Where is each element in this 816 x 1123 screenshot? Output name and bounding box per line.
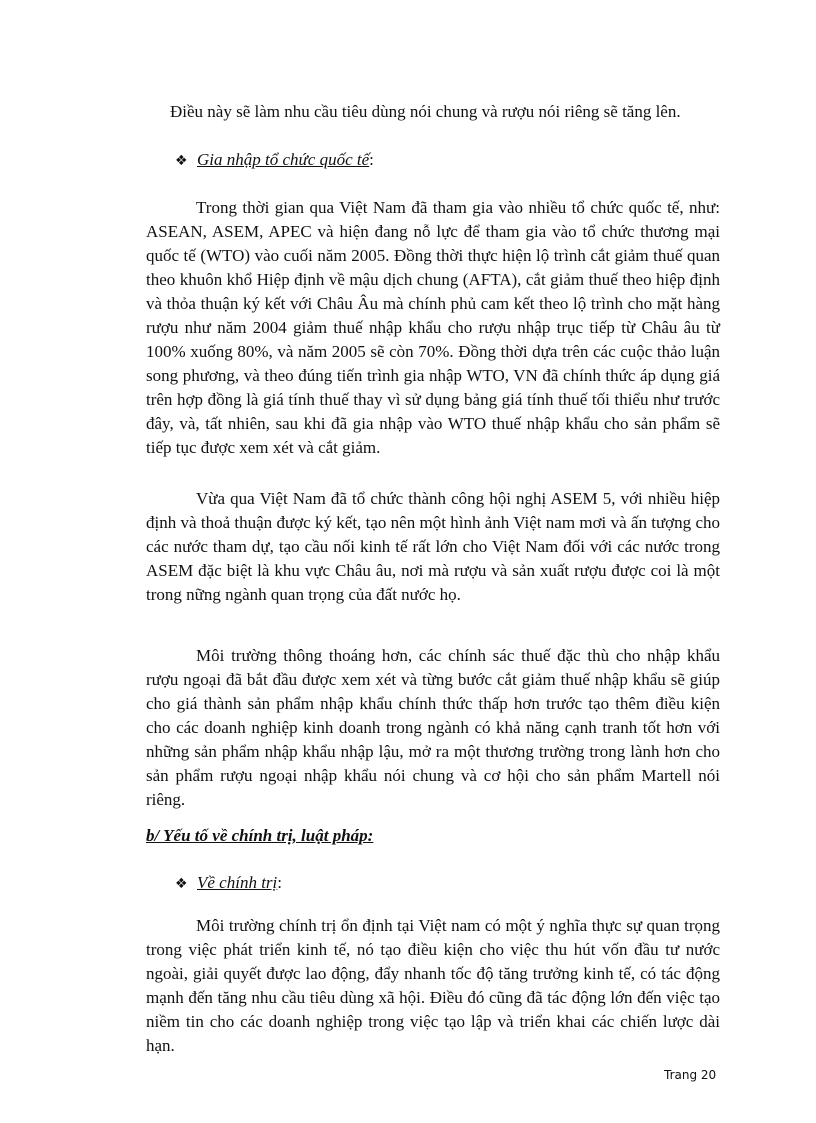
page-number: Trang 20 <box>664 1068 717 1082</box>
section-international-colon: : <box>369 150 374 169</box>
diamond-bullet-icon: ❖ <box>175 876 188 892</box>
paragraph-asem: Vừa qua Việt Nam đã tổ chức thành công hội nghị ASEM 5, với nhiều hiệp định và thoả thuận được ký kết, tạo nên một hình ảnh Việt nam mơi và ấn tượng cho các nước tham dự, tạo cầu nối kinh tế rất lớn cho Việt Nam đối với các nước trong ASEM đặc biệt là khu vực Châu âu, nơi mà rượu và sản xuất rượu được coi là một trong nững ngành quan trọng của đất nước họ. <box>146 489 720 604</box>
section-b-heading: b/ Yếu tố về chính trị, luật pháp: <box>146 826 374 845</box>
diamond-bullet-icon: ❖ <box>175 153 188 169</box>
section-international-label: Gia nhập tổ chức quốc tế <box>197 150 370 169</box>
section-politics-heading <box>175 871 282 896</box>
paragraph-politics: Môi trường chính trị ổn định tại Việt nam có một ý nghĩa thực sự quan trọng trong việc phát triển kinh tế, nó tạo điều kiện cho việc thu hút vốn đầu tư nước ngoài, giải quyết được lao động, đẩy nhanh tốc độ tăng trưởng kinh tế, có tác động mạnh đến tăng nhu cầu tiêu dùng xã hội. Điều đó cũng đã tác động lớn đến việc tạo niềm tin cho các doanh nghiệp trong việc tạo lập và triển khai các chiến lược dài hạn. <box>146 916 720 1055</box>
section-politics-colon: : <box>277 873 282 892</box>
intro-paragraph: Điều này sẽ làm nhu cầu tiêu dùng nói chung và rượu nói riêng sẽ tăng lên. <box>170 102 681 121</box>
section-politics-label: Về chính trị <box>197 873 278 892</box>
paragraph-tax-policy: Môi trường thông thoáng hơn, các chính sác thuế đặc thù cho nhập khẩu rượu ngoại đã bắt đầu được xem xét và từng bước cắt giảm thuế nhập khẩu sẽ giúp cho giá thành sản phẩm nhập khẩu chính thức thấp hơn trước tạo thêm điều kiện cho các doanh nghiệp kinh doanh trong ngành có khả năng cạnh tranh tốt hơn với những sản phẩm nhập khẩu nhập lậu, mở ra một thương trường trong lành hơn cho sản phẩm rượu ngoại nhập khẩu nói chung và cơ hội cho sản phẩm Martell nói riêng. <box>146 646 720 809</box>
paragraph-international-organizations: Trong thời gian qua Việt Nam đã tham gia vào nhiều tổ chức quốc tế, như: ASEAN, ASEM, APEC và hiện đang nỗ lực để tham gia vào tổ chức thương mại quốc tế (WTO) vào cuối năm 2005. Đồng thời thực hiện lộ trình cắt giảm thuế quan theo khuôn khổ Hiệp định về mậu dịch chung (AFTA), cắt giảm thuế theo hiệp định và thỏa thuận ký kết với Châu Âu mà chính phủ cam kết theo lộ trình cho mặt hàng rượu như năm 2004 giảm thuế nhập khẩu cho rượu nhập trục tiếp từ Châu âu từ 100% xuống 80%, và năm 2005 sẽ còn 70%. Đồng thời dựa trên các cuộc thảo luận song phương, và theo đúng tiến trình gia nhập WTO, VN đã chính thức áp dụng giá trên hợp đồng là giá tính thuế thay vì sử dụng bảng giá tính thuế tối thiểu như trước đây, và, tất nhiên, sau khi đã gia nhập vào WTO thuế nhập khẩu cho sản phẩm sẽ tiếp tục được xem xét và cắt giảm. <box>146 198 720 457</box>
section-international-heading <box>175 148 374 173</box>
